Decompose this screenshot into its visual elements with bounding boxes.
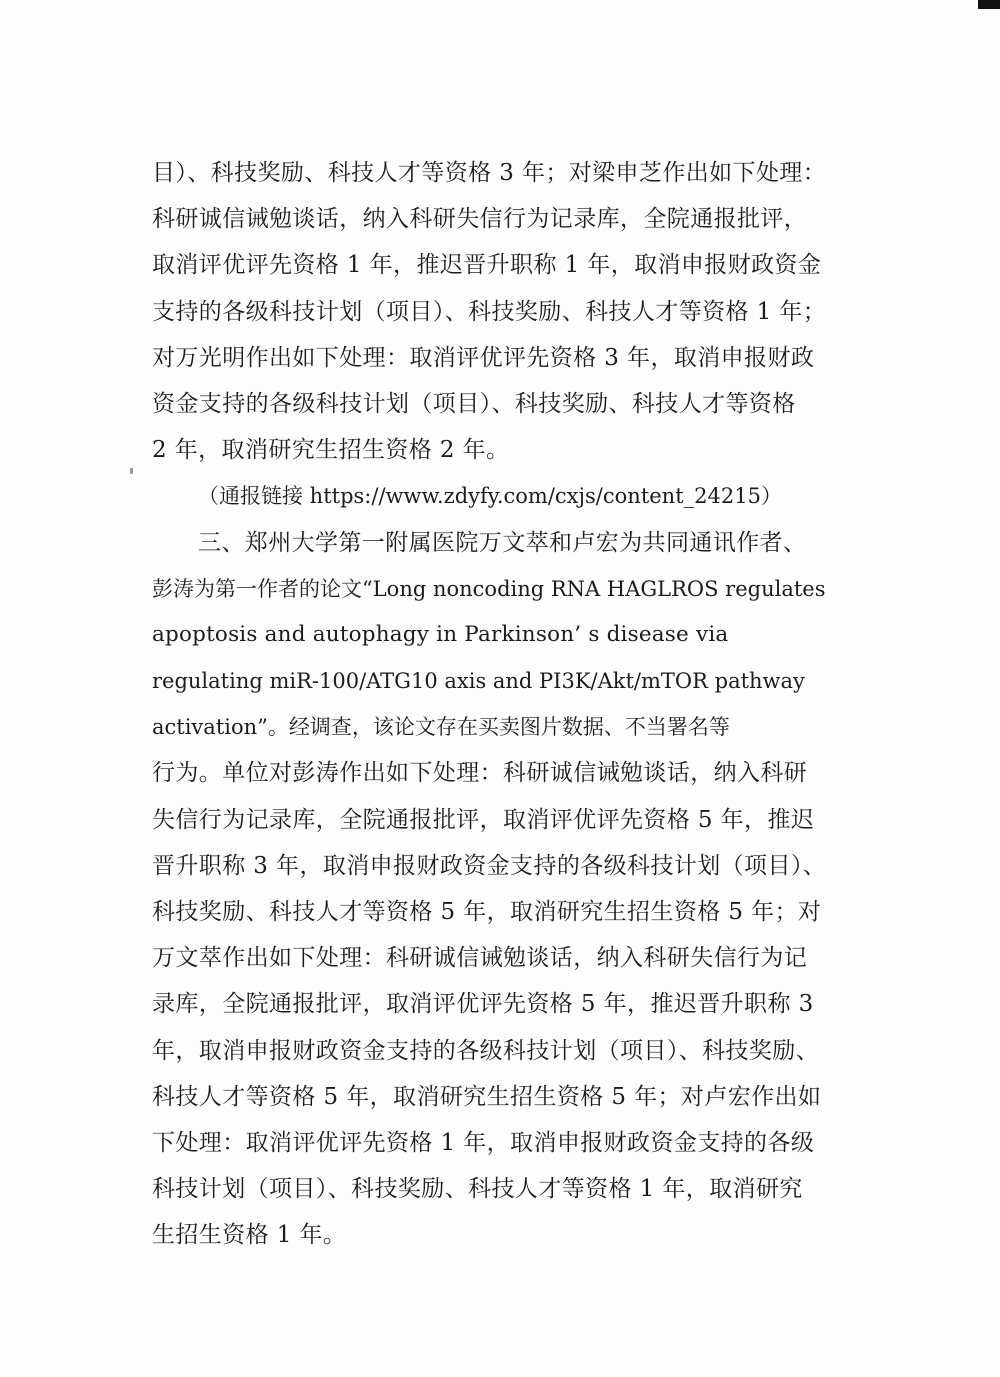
text-line: 对万光明作出如下处理：取消评优评先资格 3 年，取消申报财政 [152,344,815,371]
text-line: 2 年，取消研究生招生资格 2 年。 [152,437,510,464]
text-line: 取消评优评先资格 1 年，推迟晋升职称 1 年，取消申报财政资金 [152,252,822,279]
text-line: 资金支持的各级科技计划（项目）、科技奖励、科技人才等资格 [152,390,796,417]
text-line: 录库，全院通报批评，取消评优评先资格 5 年，推迟晋升职称 3 [152,991,814,1018]
text-line: 彭涛为第一作者的论文“Long noncoding RNA HAGLROS regulates [152,576,826,601]
text-line: 科研诚信诫勉谈话，纳入科研失信行为记录库，全院通报批评， [152,206,808,233]
document-body [152,150,842,1259]
section-heading-line: 三、郑州大学第一附属医院万文萃和卢宏为共同通讯作者、 [198,529,807,556]
text-line: 生招生资格 1 年。 [152,1222,347,1249]
text-line: 支持的各级科技计划（项目）、科技奖励、科技人才等资格 1 年； [152,298,827,325]
text-line: regulating miR-100/ATG10 axis and PI3K/Akt/mTOR pathway [152,669,805,694]
text-line: 目）、科技奖励、科技人才等资格 3 年；对梁申芝作出如下处理： [152,160,827,186]
text-line: 科技奖励、科技人才等资格 5 年，取消研究生招生资格 5 年；对 [152,899,822,925]
text-line: 行为。单位对彭涛作出如下处理：科研诚信诫勉谈话，纳入科研 [152,760,808,787]
scan-speck [130,468,133,474]
text-line: 晋升职称 3 年，取消申报财政资金支持的各级科技计划（项目）、 [152,852,827,879]
scan-corner-mark [978,0,1000,9]
text-line: 万文萃作出如下处理：科研诚信诫勉谈话，纳入科研失信行为记 [152,945,808,972]
text-line: 科技人才等资格 5 年，取消研究生招生资格 5 年；对卢宏作出如 [152,1083,822,1110]
text-line: 科技计划（项目）、科技奖励、科技人才等资格 1 年，取消研究 [152,1176,803,1203]
text-line: 失信行为记录库，全院通报批评，取消评优评先资格 5 年，推迟 [152,806,815,833]
text-line: 年，取消申报财政资金支持的各级科技计划（项目）、科技奖励、 [152,1037,820,1064]
text-line: apoptosis and autophagy in Parkinson’ s disease via [152,621,729,647]
text-line: activation”。经调查，该论文存在买卖图片数据、不当署名等 [152,715,730,740]
text-line: 下处理：取消评优评先资格 1 年，取消申报财政资金支持的各级 [152,1129,815,1156]
notice-link-line: （通报链接 https://www.zdyfy.com/cxjs/content_24215） [198,484,782,509]
